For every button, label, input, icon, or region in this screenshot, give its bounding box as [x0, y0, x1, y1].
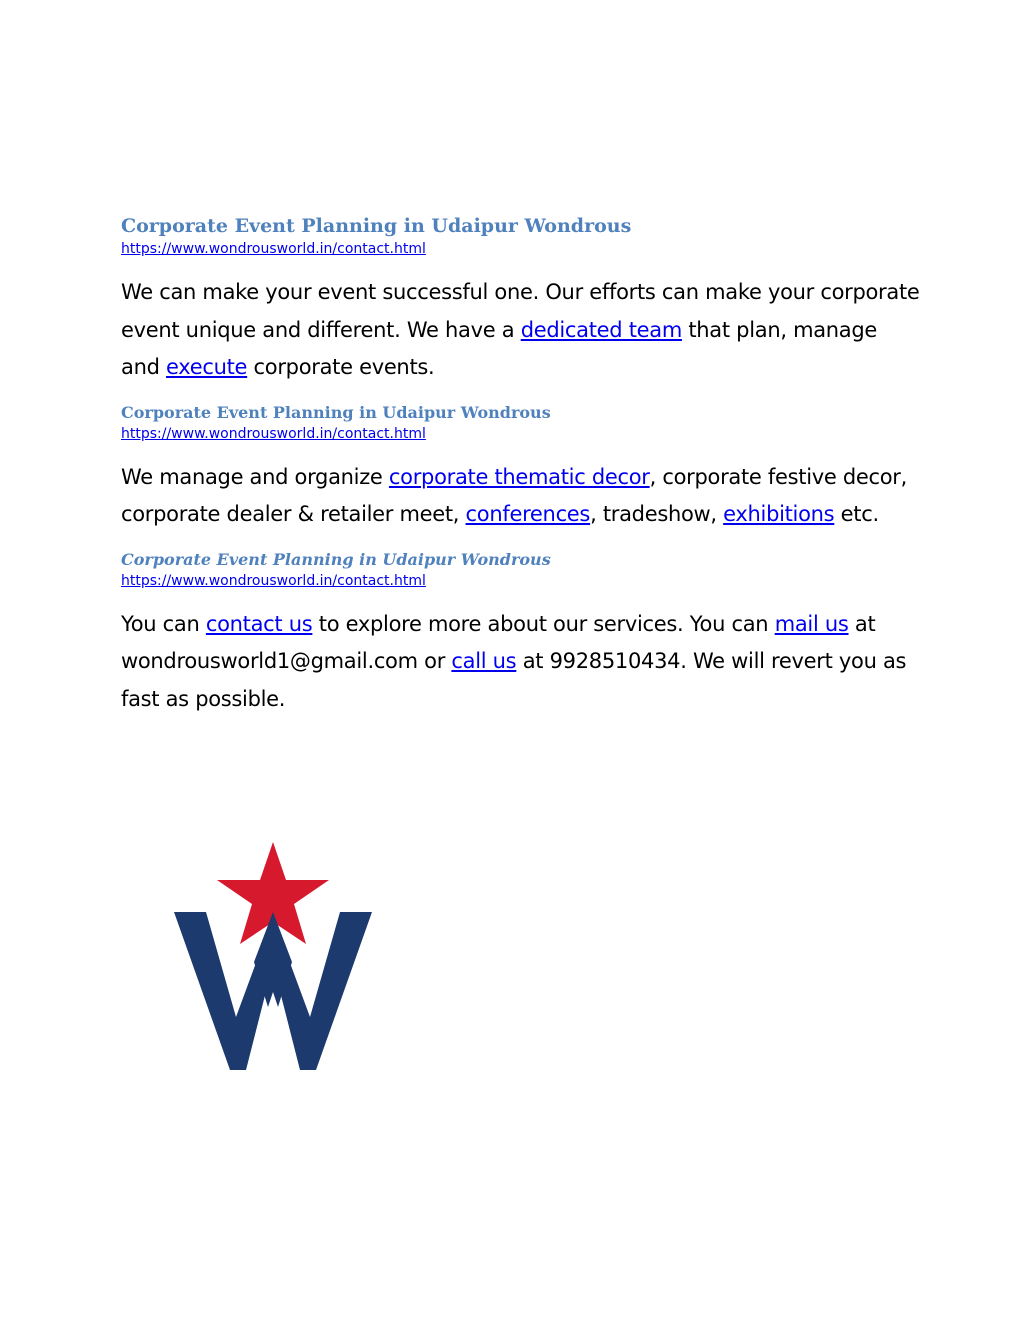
- paragraph-text: etc.: [834, 502, 879, 526]
- contact-url-link[interactable]: https://www.wondrousworld.in/contact.html: [121, 572, 426, 589]
- contact-url-link[interactable]: https://www.wondrousworld.in/contact.html: [121, 241, 426, 257]
- paragraph-text: to explore more about our services. You can: [312, 611, 775, 636]
- paragraph-text: at wondrousworld1@gmail.com or: [121, 611, 876, 673]
- w-shape: [272, 912, 372, 1070]
- execute-link[interactable]: execute: [165, 355, 248, 379]
- section-heading: Corporate Event Planning in Udaipur Wondrous: [121, 549, 551, 569]
- conferences-link[interactable]: conferences: [465, 502, 591, 526]
- paragraph-text: You can: [121, 611, 206, 636]
- dedicated-team-link[interactable]: dedicated team: [520, 317, 682, 342]
- section-heading: Corporate Event Planning in Udaipur Wondrous: [121, 402, 551, 422]
- paragraph-text: corporate events.: [247, 355, 435, 379]
- paragraph-text: that plan, manage and: [121, 317, 878, 379]
- document-body: [121, 212, 921, 732]
- section-heading: Corporate Event Planning in Udaipur Wondrous: [121, 215, 632, 237]
- contact-url-link[interactable]: https://www.wondrousworld.in/contact.html: [121, 425, 426, 442]
- call-us-link[interactable]: call us: [451, 649, 517, 673]
- contact-paragraph: [121, 606, 921, 719]
- paragraph-text: , tradeshow,: [590, 502, 724, 526]
- paragraph-text: at 9928510434. We will revert you as fast as possible.: [121, 649, 907, 711]
- paragraph-text: , corporate festive decor, corporate dealer & retailer meet,: [121, 464, 908, 526]
- services-paragraph: [121, 459, 921, 534]
- paragraph-text: We can make your event successful one. Our efforts can make your corporate event unique and different. We have a: [121, 280, 920, 342]
- wondrous-logo-icon: [174, 842, 372, 1074]
- mail-us-link[interactable]: mail us: [774, 611, 849, 636]
- w-shape: [174, 912, 274, 1070]
- exhibitions-link[interactable]: exhibitions: [723, 502, 835, 526]
- thematic-decor-link[interactable]: corporate thematic decor: [388, 464, 650, 489]
- contact-us-link[interactable]: contact us: [205, 611, 313, 636]
- intro-paragraph: [121, 274, 921, 387]
- paragraph-text: We manage and organize: [121, 464, 389, 489]
